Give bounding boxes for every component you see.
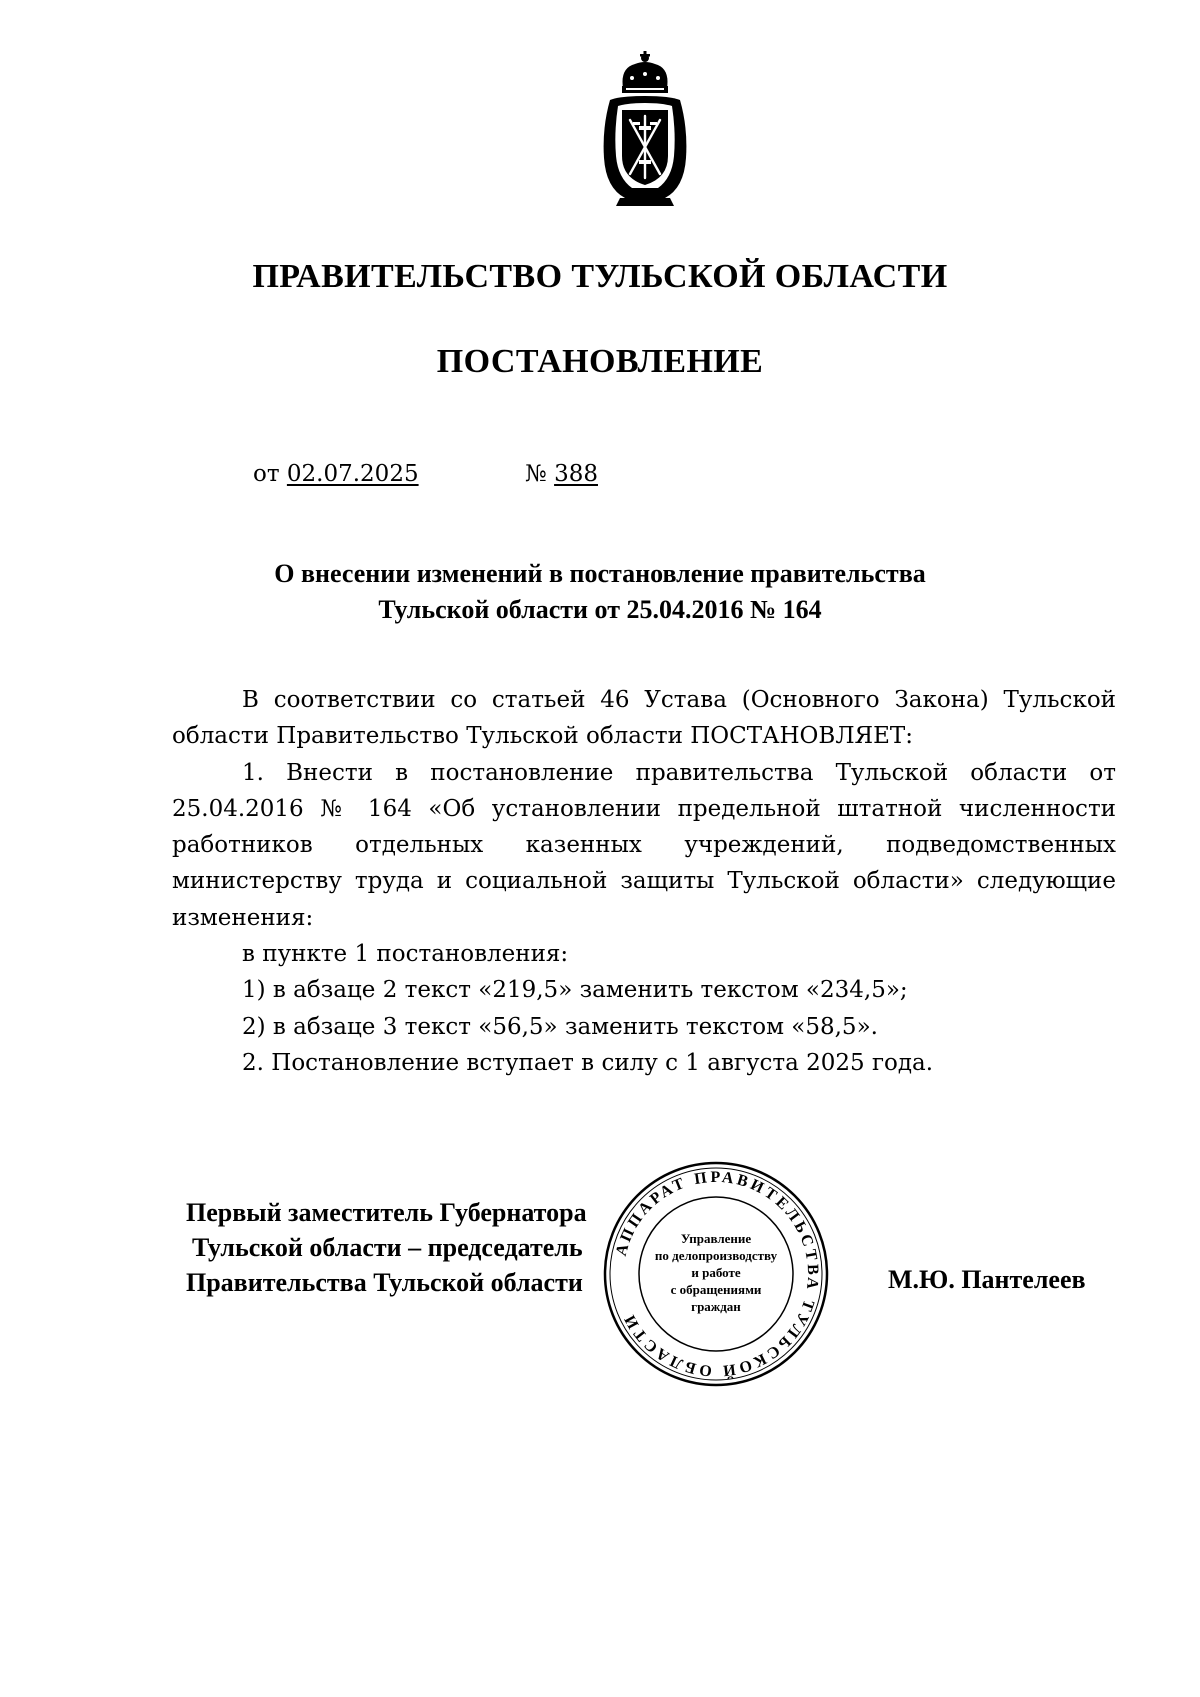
coat-of-arms-icon: [590, 48, 700, 208]
stamp-inner-line-5: граждан: [691, 1299, 741, 1314]
document-date: [253, 461, 419, 487]
position-line-3: Правительства Тульской области: [186, 1268, 583, 1297]
stamp-inner-line-3: и работе: [691, 1265, 741, 1280]
signatory-name: М.Ю. Пантелеев: [888, 1265, 1086, 1294]
official-stamp: [600, 1158, 832, 1390]
document-type: ПОСТАНОВЛЕНИЕ: [436, 343, 764, 380]
item-2-paragraph: 2. Постановление вступает в силу с 1 августа 2025 года.: [242, 1049, 934, 1076]
item-1-paragraph: 1. Внести в постановление правительства Тульской области от 25.04.2016 № 164 «Об установлении предельной штатной численности работников отдельных казенных учреждений, подведомственных министерству труда и социальной защиты Тульской области» следующие изменения:: [172, 759, 1116, 931]
document-number: [525, 461, 598, 487]
subject-line-2: Тульской области от 25.04.2016 № 164: [378, 595, 822, 624]
subject-line-1: О внесении изменений в постановление правительства: [274, 559, 926, 588]
item-1-change-b: 2) в абзаце 3 текст «56,5» заменить текстом «58,5».: [242, 1013, 878, 1040]
item-1-change-a: 1) в абзаце 2 текст «219,5» заменить текстом «234,5»;: [242, 977, 908, 1004]
stamp-ring-text: АППАРАТ ПРАВИТЕЛЬСТВА ТУЛЬСКОЙ ОБЛАСТИ: [612, 1168, 822, 1380]
date-prefix: от: [253, 461, 280, 487]
item-1-subparagraph: в пункте 1 постановления:: [242, 941, 569, 968]
date-value: 02.07.2025: [286, 461, 419, 487]
document-subject: [0, 556, 1200, 628]
number-prefix: №: [525, 461, 547, 487]
number-value: 388: [554, 461, 598, 487]
stamp-inner-line-2: по делопроизводству: [654, 1248, 778, 1263]
position-line-1: Первый заместитель Губернатора: [186, 1198, 587, 1227]
preamble-paragraph: В соответствии со статьей 46 Устава (Основного Закона) Тульской области Правительство Тульской области ПОСТАНОВЛЯЕТ:: [172, 687, 1116, 750]
document-body: [172, 682, 1116, 1081]
position-line-2: Тульской области – председатель: [192, 1233, 583, 1262]
stamp-inner-line-4: с обращениями: [670, 1282, 762, 1297]
signatory-position: [186, 1195, 587, 1300]
stamp-inner-line-1: Управление: [680, 1231, 752, 1246]
government-title: ПРАВИТЕЛЬСТВО ТУЛЬСКОЙ ОБЛАСТИ: [252, 258, 948, 295]
